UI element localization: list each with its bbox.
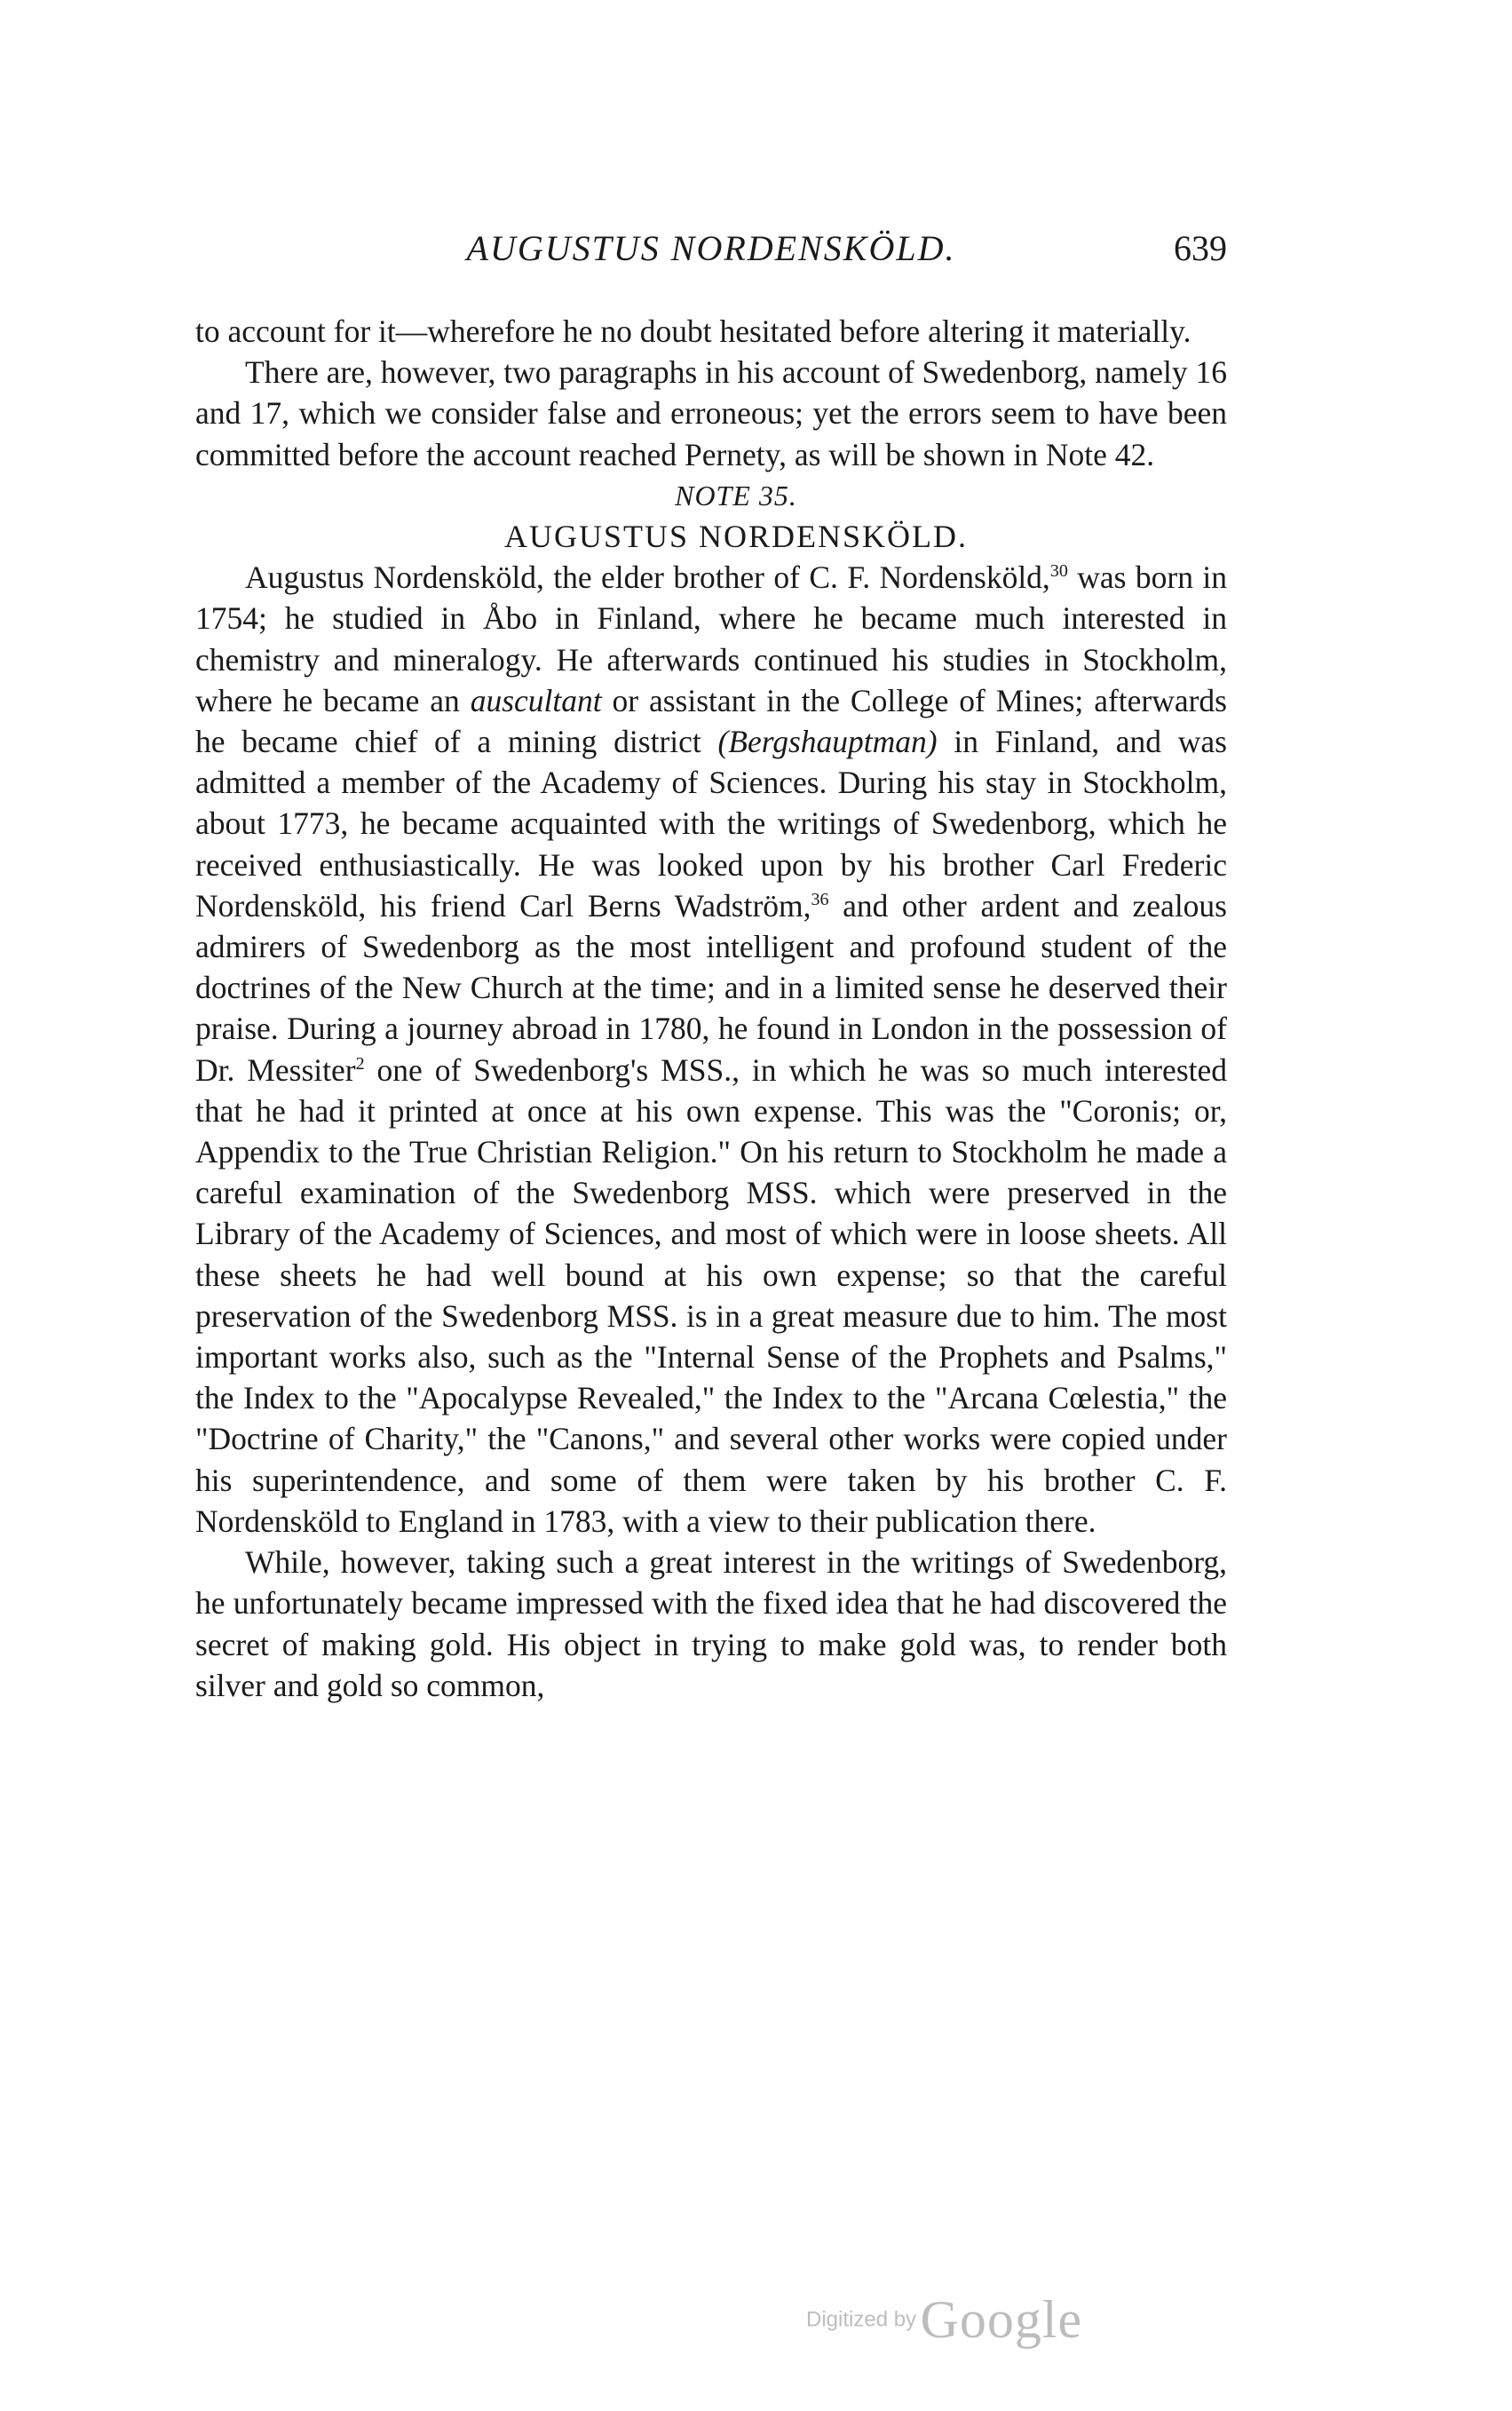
- footnote-ref: 2: [355, 1053, 365, 1074]
- note-title: AUGUSTUS NORDENSKÖLD.: [503, 519, 969, 555]
- paragraph-main: [195, 557, 1227, 1542]
- paragraph: While, however, taking such a great interest in the writings of Swedenborg, he unfortunately became impressed with the fixed idea that he had discovered the secret of making gold. His object in trying to make gold was, to render both silver and gold so common,: [195, 1544, 1227, 1703]
- digitized-watermark: [806, 2289, 1082, 2351]
- italic-term: auscultant: [470, 682, 602, 718]
- footnote-ref: 30: [1049, 561, 1068, 582]
- text-run: or assistant in the College of Mines; afterwards he became chief of a mining district: [195, 682, 1227, 760]
- text-run: and other ardent and zealous admirers of Swedenborg as the most intelligent and profound student of the doctrines of the New Church at the time; and in a limited sense he deserved their praise. During a journey abroad in 1780, he found in London in the possession of Dr. Messiter: [195, 887, 1227, 1088]
- body-text: [195, 311, 1227, 1706]
- italic-term: (Bergshauptman): [717, 724, 938, 760]
- page-number: 639: [1174, 228, 1227, 268]
- footnote-ref: 36: [811, 890, 829, 910]
- note-label: NOTE 35.: [675, 479, 797, 512]
- text-run: one of Swedenborg's MSS., in which he was so much interested that he had it printed at once at his own expense. This was the "Coronis; or, Appendix to the True Christian Religion." On his return to Stockholm he made a careful examination of the Swedenborg MSS. which were preserved in the Library of the Academy of Sciences, and most of which were in loose sheets. All these sheets he had well bound at his own expense; so that the careful preservation of the Swedenborg MSS. is in a great measure due to him. The most important works also, such as the "Internal Sense of the Prophets and Psalms," the Index to the "Apocalypse Revealed," the Index to the "Arcana Cœlestia," the "Doctrine of Charity," the "Canons," and several other works were copied under his superintendence, and some of them were taken by his brother C. F. Nordensköld to England in 1783, with a view to their publication there.: [195, 1051, 1228, 1539]
- text-run: was born in 1754; he studied in Åbo in Finland, where he became much interested in chemistry and mineralogy. He afterwards continued his studies in Stockholm, where he became an: [195, 559, 1227, 718]
- text-run: in Finland, and was admitted a member of the Academy of Sciences. During his stay in Stockholm, about 1773, he became acquainted with the writings of Swedenborg, which he received enthusiastically. He was looked upon by his brother Carl Frederic Nordensköld, his friend Carl Berns Wadström,: [195, 724, 1227, 924]
- digitized-label: Digitized by: [806, 2307, 917, 2332]
- text-run: Augustus Nordensköld, the elder brother of C. F. Nordensköld,: [245, 559, 1050, 596]
- page-header: [195, 227, 1227, 281]
- paragraph-continued: to account for it—wherefore he no doubt hesitated before altering it materially.: [195, 313, 1191, 349]
- running-title: AUGUSTUS NORDENSKÖLD.: [466, 228, 956, 268]
- paragraph: There are, however, two paragraphs in his account of Swedenborg, namely 16 and 17, which we consider false and erroneous; yet the errors seem to have been committed before the account reached Pernety, as will be shown in Note 42.: [195, 354, 1227, 472]
- google-logo: Google: [920, 2290, 1083, 2349]
